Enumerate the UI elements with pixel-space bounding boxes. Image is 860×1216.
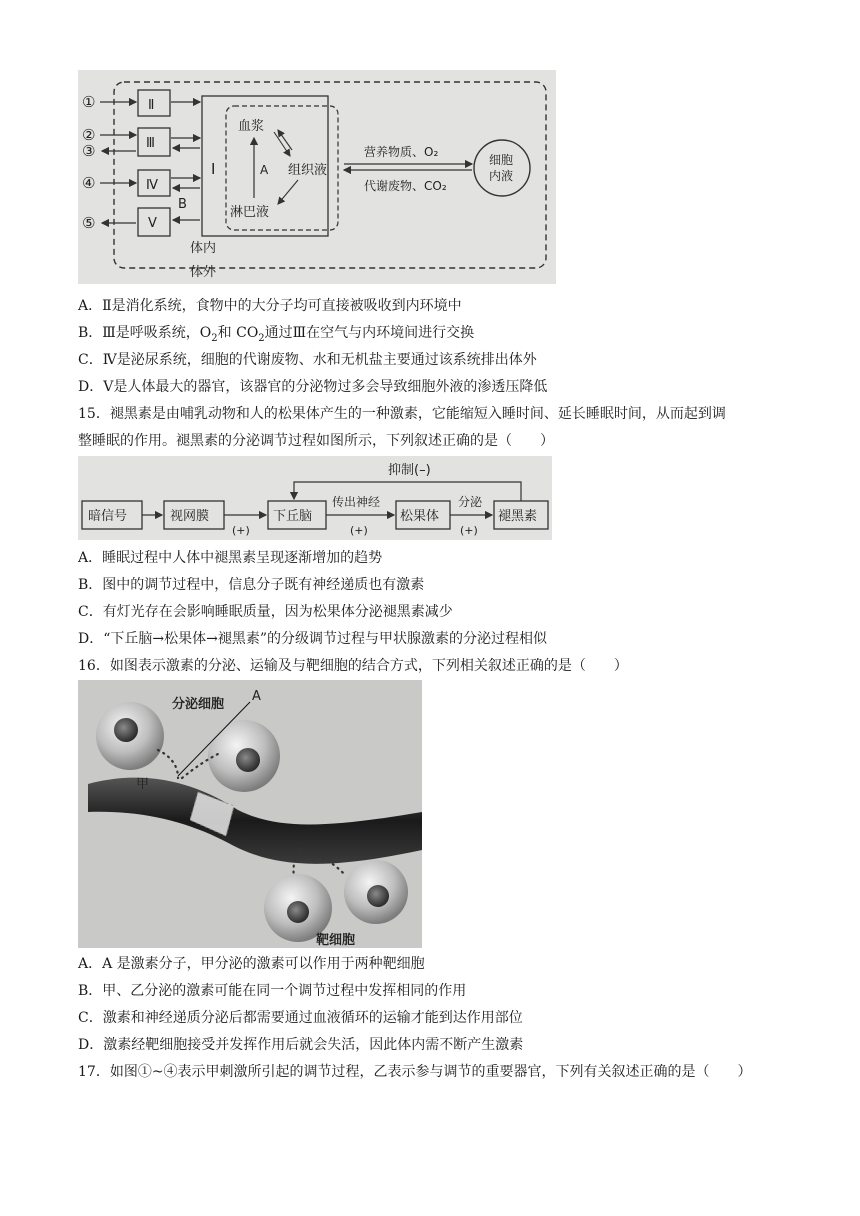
plasma-label: 血浆 [238, 119, 265, 134]
option-text: Ⅲ是呼吸系统，O [102, 325, 212, 341]
q16-option-a[interactable] [78, 954, 425, 974]
option-letter: D． [78, 379, 104, 395]
inhibit-label: 抑制(–) [388, 463, 431, 478]
option-text: 睡眠过程中人体中褪黑素呈现逐渐增加的趋势 [102, 550, 383, 566]
question-stem: 如图①~④表示甲刺激所引起的调节过程，乙表示参与调节的重要器官，下列有关叙述正确的是（ ） [109, 1064, 752, 1080]
q15-option-b[interactable] [78, 575, 424, 595]
hypothalamus-box: 下丘脑 [273, 509, 313, 524]
label-jia: 甲 [136, 777, 150, 792]
question-number: 15． [78, 406, 110, 422]
option-letter: A． [78, 298, 103, 314]
retina-box: 视网膜 [170, 509, 210, 524]
option-text: 和 CO [217, 325, 259, 341]
option-letter: A． [78, 550, 103, 566]
option-text: 通过Ⅲ在空气与内环境间进行交换 [264, 325, 475, 341]
secretory-cell-label: 分泌细胞 [172, 697, 225, 712]
inside-label: 体内 [190, 241, 217, 256]
melatonin-box: 褪黑素 [498, 509, 538, 524]
option-text: Ⅳ是泌尿系统，细胞的代谢废物、水和无机盐主要通过该系统排出体外 [102, 352, 537, 368]
label-A: A [260, 163, 269, 177]
nutrients-label: 营养物质、O₂ [364, 145, 439, 159]
label-A: A [252, 689, 261, 704]
q15-option-d[interactable] [78, 629, 547, 649]
efferent-nerve-label: 传出神经 [332, 495, 381, 509]
option-text: Ⅴ是人体最大的器官，该器官的分泌物过多会导致细胞外液的渗透压降低 [103, 379, 548, 395]
q14-option-b[interactable] [78, 323, 474, 349]
intracellular-label-2: 内液 [489, 169, 514, 183]
option-letter: C． [78, 1010, 103, 1026]
pineal-box: 松果体 [400, 509, 440, 524]
label-I: Ⅰ [211, 160, 216, 178]
question-stem: 整睡眠的作用。褪黑素的分泌调节过程如图所示，下列叙述正确的是（ ） [78, 433, 554, 449]
system-II-label: Ⅱ [148, 98, 155, 113]
question-number: 17． [78, 1064, 110, 1080]
question-stem: 褪黑素是由哺乳动物和人的松果体产生的一种激素，它能缩短入睡时间、延长睡眠时间，从而起到调 [109, 406, 726, 422]
option-text: Ⅱ是消化系统，食物中的大分子均可直接被吸收到内环境中 [102, 298, 462, 314]
system-V-label: Ⅴ [148, 216, 157, 231]
option-letter: A． [78, 956, 103, 972]
secrete-label: 分泌 [458, 495, 483, 509]
q16-option-d[interactable] [78, 1035, 523, 1055]
output-3-label: ③ [82, 142, 96, 160]
plus-label-1: (+) [232, 524, 250, 537]
option-letter: B． [78, 983, 103, 999]
option-letter: C． [78, 352, 103, 368]
plus-label-3: (+) [460, 524, 478, 537]
option-text: 激素经靶细胞接受并发挥作用后就会失活，因此体内需不断产生激素 [103, 1037, 524, 1053]
option-letter: B． [78, 577, 103, 593]
question-number: 16． [78, 658, 110, 674]
internal-environment-diagram [78, 70, 556, 284]
option-letter: D． [78, 631, 104, 647]
q15-stem-line1 [78, 404, 726, 424]
q15-stem-line2 [78, 431, 554, 451]
question-stem: 如图表示激素的分泌、运输及与靶细胞的结合方式，下列相关叙述正确的是（ ） [109, 658, 628, 674]
label-yi: 乙 [238, 821, 252, 836]
q15-option-a[interactable] [78, 548, 382, 568]
option-letter: D． [78, 1037, 104, 1053]
hormone-transport-illustration [78, 680, 422, 948]
q14-option-a[interactable] [78, 296, 462, 316]
hormone-transport-figure [78, 680, 422, 948]
melatonin-regulation-figure [78, 456, 552, 540]
system-III-label: Ⅲ [146, 136, 155, 151]
option-text: 激素和神经递质分泌后都需要通过血液循环的运输才能到达作用部位 [102, 1010, 523, 1026]
subscript: 2 [258, 332, 265, 344]
target-cell-label: 靶细胞 [316, 933, 356, 948]
input-4-label: ④ [82, 174, 96, 192]
q17-stem [78, 1062, 752, 1082]
input-1-label: ① [82, 93, 96, 111]
internal-environment-figure [78, 70, 556, 284]
q16-option-b[interactable] [78, 981, 466, 1001]
q16-stem [78, 656, 628, 676]
option-text: 有灯光存在会影响睡眠质量，因为松果体分泌褪黑素减少 [102, 604, 453, 620]
option-text: 图中的调节过程中，信息分子既有神经递质也有激素 [102, 577, 425, 593]
tissue-fluid-label: 组织液 [288, 163, 328, 178]
intracellular-fluid-circle [474, 140, 530, 196]
intracellular-label-1: 细胞 [489, 153, 514, 167]
option-text: 甲、乙分泌的激素可能在同一个调节过程中发挥相同的作用 [102, 983, 467, 999]
dark-signal-box: 暗信号 [88, 509, 128, 524]
melatonin-flow-diagram [78, 456, 552, 540]
lymph-label: 淋巴液 [230, 205, 270, 220]
plus-label-2: (+) [350, 524, 368, 537]
waste-label: 代谢废物、CO₂ [364, 179, 447, 193]
vessel-opening [190, 792, 234, 836]
q15-option-c[interactable] [78, 602, 453, 622]
subscript: 2 [211, 332, 218, 344]
option-letter: B． [78, 325, 103, 341]
input-2-label: ② [82, 126, 96, 144]
q14-option-c[interactable] [78, 350, 537, 370]
output-5-label: ⑤ [82, 214, 96, 232]
option-letter: C． [78, 604, 103, 620]
label-B: B [178, 197, 187, 212]
option-text: A 是激素分子，甲分泌的激素可以作用于两种靶细胞 [102, 956, 425, 972]
option-text: “下丘脑→松果体→褪黑素”的分级调节过程与甲状腺激素的分泌过程相似 [103, 631, 548, 647]
q14-option-d[interactable] [78, 377, 547, 397]
q16-option-c[interactable] [78, 1008, 523, 1028]
system-IV-label: Ⅳ [146, 178, 158, 193]
outside-label: 体外 [190, 265, 217, 280]
